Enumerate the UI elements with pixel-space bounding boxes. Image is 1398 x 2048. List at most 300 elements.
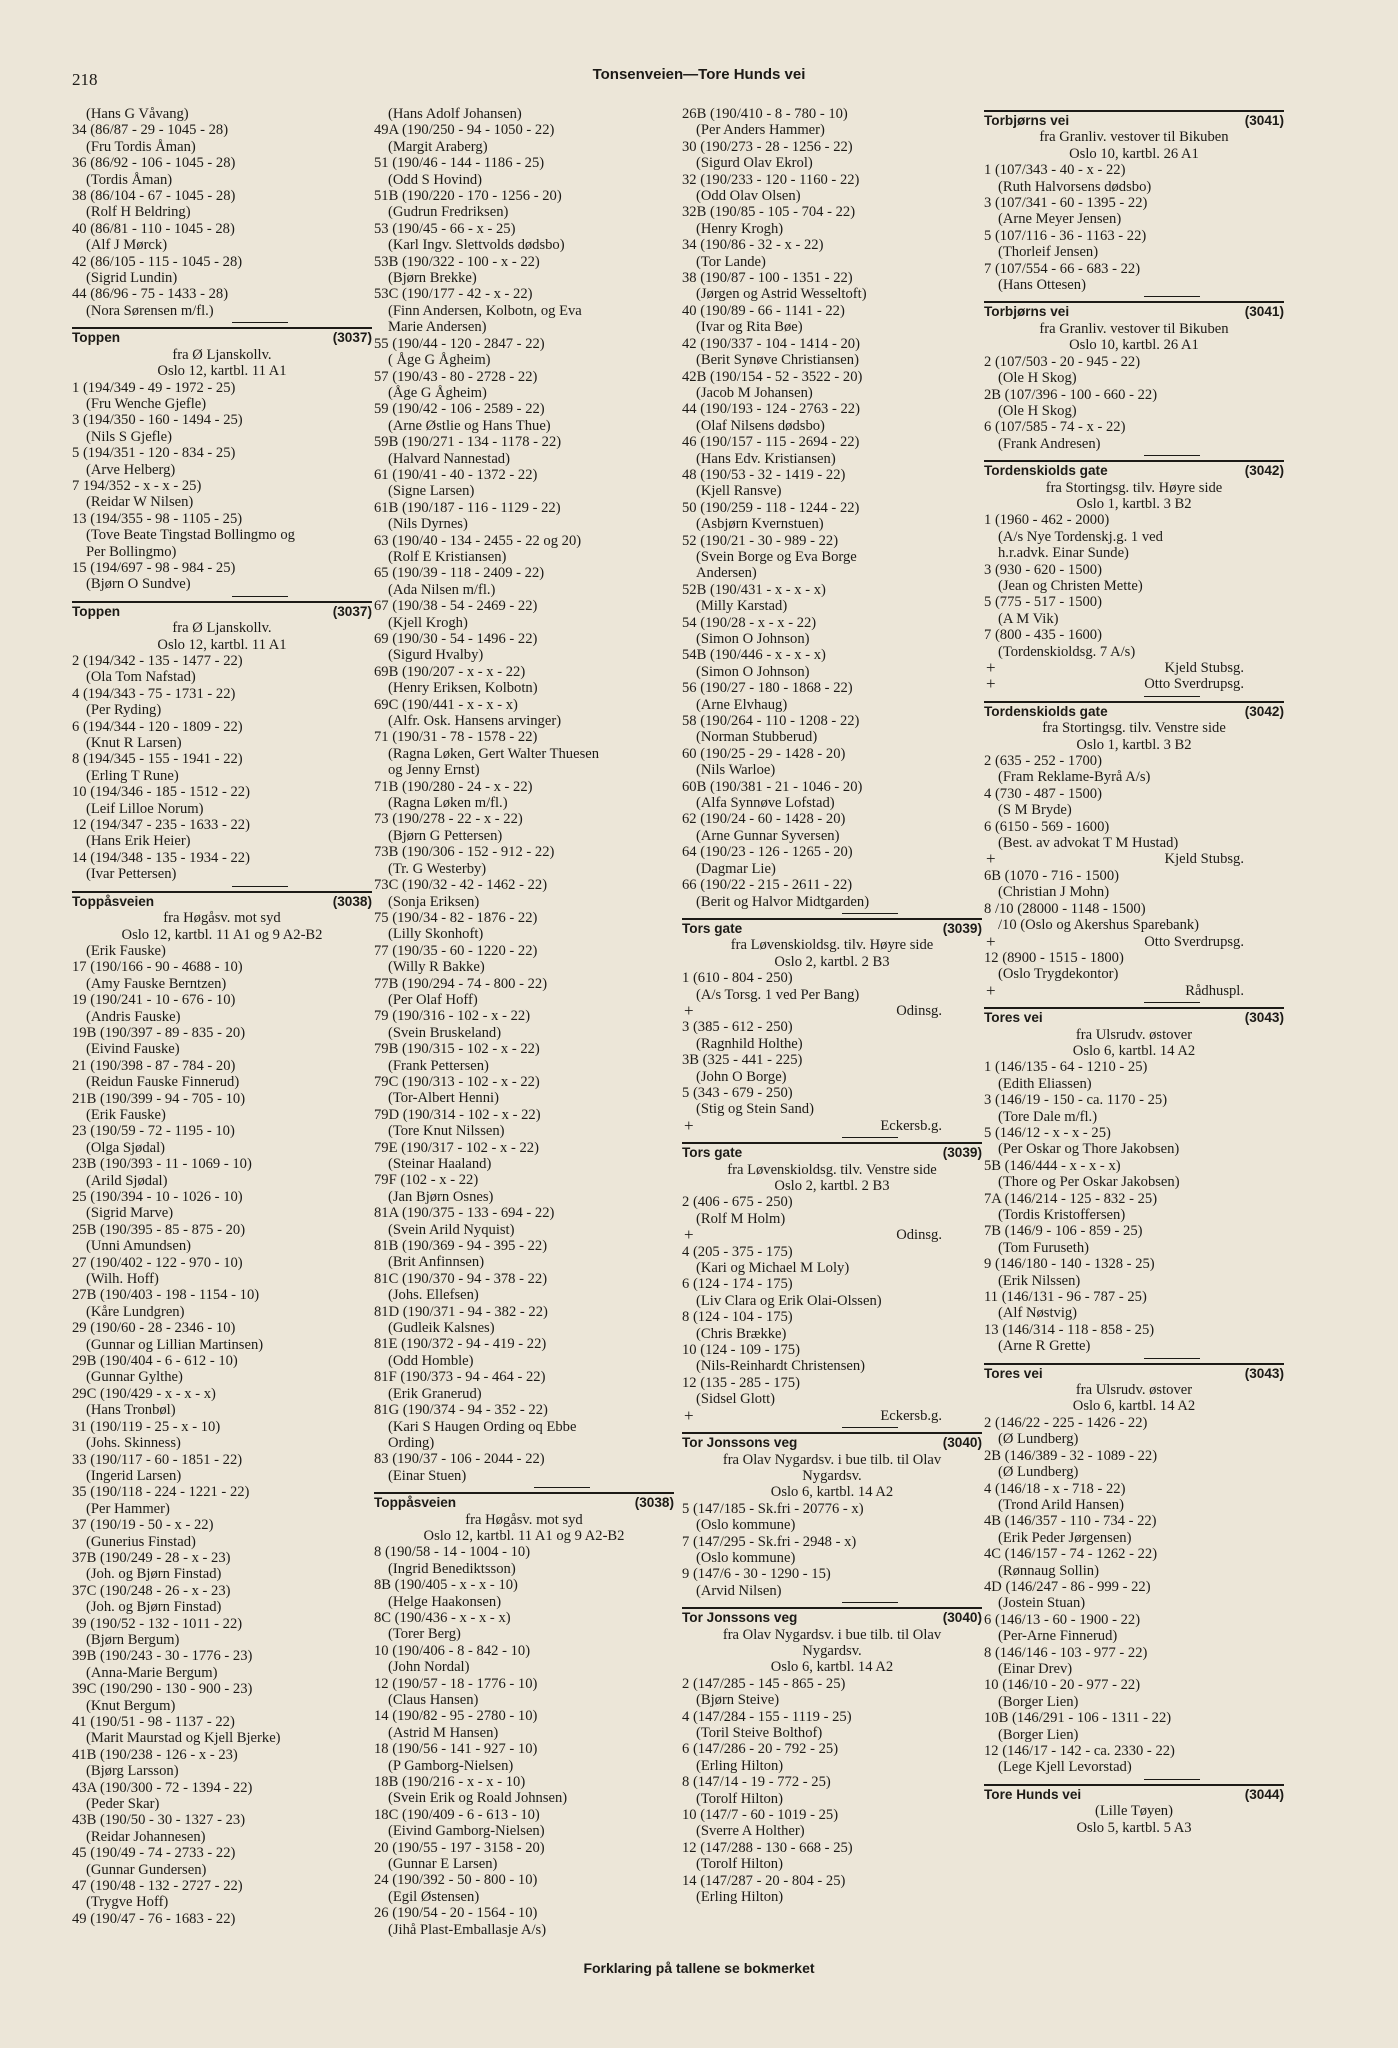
property-entry: 26 (190/54 - 20 - 1564 - 10) (374, 1905, 538, 1922)
property-entry: 49 (190/47 - 76 - 1683 - 22) (72, 1910, 236, 1927)
property-entry: 3 (930 - 620 - 1500) (984, 561, 1102, 578)
property-entry: 10B (146/291 - 106 - 1311 - 22) (984, 1710, 1172, 1727)
owner-name: (Kjell Krogh) (388, 614, 468, 631)
property-entry: 46 (190/157 - 115 - 2694 - 22) (682, 434, 860, 451)
owner-name: (Borger Lien) (998, 1693, 1079, 1710)
property-entry: 25B (190/395 - 85 - 875 - 20) (72, 1221, 246, 1238)
property-entry: 24 (190/392 - 50 - 800 - 10) (374, 1872, 538, 1889)
property-entry: 81B (190/369 - 94 - 395 - 22) (374, 1238, 548, 1255)
owner-name: (Rolf H Beldring) (86, 204, 191, 221)
owner-name: (Gudrun Fredriksen) (388, 204, 509, 221)
owner-name: (Åge G Ågheim) (388, 384, 487, 401)
owner-name: (Chris Brække) (696, 1325, 787, 1342)
property-entry: 45 (190/49 - 74 - 2733 - 22) (72, 1845, 236, 1862)
owner-name: (Bjørg Larsson) (86, 1763, 179, 1780)
street-description: Oslo 2, kartbl. 2 B3 (774, 953, 890, 970)
owner-name: (Erling T Rune) (86, 767, 179, 784)
property-entry: 43B (190/50 - 30 - 1327 - 23) (72, 1812, 246, 1829)
section-divider (1144, 1779, 1200, 1780)
owner-name: (Sverre A Holther) (696, 1823, 805, 1840)
property-entry: 4 (205 - 375 - 175) (682, 1243, 793, 1260)
property-entry: 60B (190/381 - 21 - 1046 - 20) (682, 778, 863, 795)
owner-name: (Ø Lundberg) (998, 1464, 1079, 1481)
street-description: fra Olav Nygardsv. i bue tilb. til Olav (722, 1626, 942, 1643)
property-entry: 55 (190/44 - 120 - 2847 - 22) (374, 335, 545, 352)
owner-name: (Gunnar Gylthe) (86, 1369, 183, 1386)
property-entry: 77 (190/35 - 60 - 1220 - 22) (374, 942, 538, 959)
owner-name: (Odd Olav Olsen) (696, 188, 801, 205)
property-entry: 17 (190/166 - 90 - 4688 - 10) (72, 959, 243, 976)
owner-name: (Rønnaug Sollin) (998, 1562, 1099, 1579)
property-entry: 12 (194/347 - 235 - 1633 - 22) (72, 817, 250, 834)
property-entry: 59B (190/271 - 134 - 1178 - 22) (374, 434, 562, 451)
owner-name: (Berit og Halvor Midtgarden) (696, 893, 870, 910)
property-entry: 8 (190/58 - 14 - 1004 - 10) (374, 1544, 531, 1561)
street-name: Toppen (72, 330, 121, 346)
property-entry: 59 (190/42 - 106 - 2589 - 22) (374, 401, 545, 418)
crossing-plus-icon: + (986, 658, 996, 677)
property-entry: 27 (190/402 - 122 - 970 - 10) (72, 1254, 243, 1271)
owner-name: (Rolf M Holm) (696, 1210, 786, 1227)
owner-name: (Sigrid Marve) (86, 1205, 174, 1222)
owner-name: (Unni Amundsen) (86, 1238, 191, 1255)
property-entry: 38 (190/87 - 100 - 1351 - 22) (682, 270, 853, 287)
owner-name: ( Åge G Ågheim) (388, 352, 491, 369)
owner-name: (Odd Homble) (388, 1352, 474, 1369)
property-entry: 2 (635 - 252 - 1700) (984, 753, 1102, 770)
property-entry: 77B (190/294 - 74 - 800 - 22) (374, 975, 548, 992)
property-entry: 32B (190/85 - 105 - 704 - 22) (682, 204, 856, 221)
property-entry: 8 (146/146 - 103 - 977 - 22) (984, 1644, 1148, 1661)
street-description: fra Granliv. vestover til Bikuben (1039, 129, 1229, 146)
property-entry: 81F (190/373 - 94 - 464 - 22) (374, 1369, 546, 1386)
street-heading (984, 1784, 1284, 1803)
owner-name: /10 (Oslo og Akershus Sparebank) (998, 917, 1200, 934)
street-description: fra Stortingsg. tilv. Venstre side (1042, 720, 1226, 737)
owner-name: (Edith Eliassen) (998, 1075, 1092, 1092)
street-name: Torbjørns vei (984, 304, 1070, 320)
street-description: Nygardsv. (802, 1642, 862, 1659)
property-entry: 10 (190/406 - 8 - 842 - 10) (374, 1642, 531, 1659)
owner-name: (Reidar Johannesen) (86, 1828, 206, 1845)
property-entry: 19B (190/397 - 89 - 835 - 20) (72, 1024, 246, 1041)
owner-name: (Svein Bruskeland) (388, 1024, 502, 1041)
street-code: (3037) (332, 330, 372, 346)
cross-street (984, 931, 1284, 951)
owner-name: (Gudleik Kalsnes) (388, 1320, 495, 1337)
property-entry: 5 (343 - 679 - 250) (682, 1084, 793, 1101)
property-entry: 12 (135 - 285 - 175) (682, 1374, 800, 1391)
property-entry: 8C (190/436 - x - x - x) (374, 1609, 511, 1626)
owner-name: (Wilh. Hoff) (86, 1271, 159, 1288)
owner-name: (Jan Bjørn Osnes) (388, 1188, 494, 1205)
cross-street-name: Eckersb.g. (880, 1407, 942, 1424)
owner-name: (Tor-Albert Henni) (388, 1090, 499, 1107)
owner-name: (Toril Steive Bolthof) (696, 1725, 823, 1741)
owner-name: (A/s Torsg. 1 ved Per Bang) (696, 986, 860, 1003)
property-entry: 79D (190/314 - 102 - x - 22) (374, 1106, 541, 1123)
street-name: Tor Jonssons veg (682, 1610, 798, 1626)
property-entry: 56 (190/27 - 180 - 1868 - 22) (682, 680, 853, 697)
cross-street (682, 1227, 982, 1243)
owner-name: (Hans Erik Heier) (86, 833, 191, 850)
owner-name: (Johs. Skinness) (86, 1435, 181, 1452)
section-divider (842, 1137, 898, 1138)
property-entry: 61B (190/187 - 116 - 1129 - 22) (374, 499, 561, 516)
property-entry: 7A (146/214 - 125 - 832 - 25) (984, 1190, 1158, 1207)
owner-name: (Arild Sjødal) (86, 1172, 168, 1189)
property-entry: 42 (86/105 - 115 - 1045 - 28) (72, 253, 243, 270)
street-code: (3044) (1244, 1786, 1284, 1802)
property-entry: 81C (190/370 - 94 - 378 - 22) (374, 1270, 548, 1287)
property-entry: 13 (146/314 - 118 - 858 - 25) (984, 1321, 1155, 1338)
street-description: fra Stortingsg. tilv. Høyre side (1045, 479, 1223, 496)
section-divider (1144, 1358, 1200, 1359)
street-heading (984, 460, 1284, 479)
property-entry: 3B (325 - 441 - 225) (682, 1052, 803, 1069)
property-entry: 79C (190/313 - 102 - x - 22) (374, 1073, 540, 1090)
owner-name: (Simon O Johnson) (696, 663, 810, 680)
owner-name: (Trond Arild Hansen) (998, 1496, 1124, 1513)
street-heading (72, 327, 372, 346)
street-description: Oslo 1, kartbl. 3 B2 (1076, 736, 1192, 753)
property-entry: 29C (190/429 - x - x - x) (72, 1385, 216, 1402)
column-2 (374, 106, 674, 1938)
owner-name: (Knut R Larsen) (86, 735, 182, 752)
property-entry: 2 (194/342 - 135 - 1477 - 22) (72, 653, 243, 669)
property-entry: 5B (146/444 - x - x - x) (984, 1157, 1121, 1174)
property-entry: 79E (190/317 - 102 - x - 22) (374, 1139, 539, 1156)
property-entry: 10 (124 - 109 - 175) (682, 1342, 800, 1359)
property-entry: 34 (190/86 - 32 - x - 22) (682, 237, 824, 254)
owner-name: (Finn Andersen, Kolbotn, og Eva (388, 302, 582, 319)
owner-name: (Berit Synøve Christiansen) (696, 352, 859, 369)
owner-name: (John Nordal) (388, 1659, 470, 1676)
owner-name: (Ola Tom Nafstad) (86, 669, 196, 686)
property-entry: 14 (194/348 - 135 - 1934 - 22) (72, 849, 250, 866)
property-entry: 8 (147/14 - 19 - 772 - 25) (682, 1774, 831, 1791)
property-entry: 2 (406 - 675 - 250) (682, 1194, 793, 1211)
property-entry: 53 (190/45 - 66 - x - 25) (374, 220, 516, 237)
column-3 (682, 106, 982, 1905)
crossing-plus-icon: + (986, 931, 996, 951)
street-name: Tores vei (984, 1010, 1043, 1026)
street-heading (682, 918, 982, 937)
property-entry: 47 (190/48 - 132 - 2727 - 22) (72, 1878, 243, 1895)
property-entry: 18C (190/409 - 6 - 613 - 10) (374, 1806, 540, 1823)
owner-name: (Oslo kommune) (696, 1549, 796, 1566)
cross-street (682, 1405, 982, 1425)
owner-name: (Per Oskar og Thore Jakobsen) (998, 1141, 1180, 1158)
property-entry: 6 (194/344 - 120 - 1809 - 22) (72, 718, 243, 735)
street-name: Tors gate (682, 920, 743, 936)
property-entry: 13 (194/355 - 98 - 1105 - 25) (72, 510, 243, 527)
street-heading (682, 1607, 982, 1626)
owner-name: (P Gamborg-Nielsen) (388, 1757, 514, 1774)
property-entry: 6 (124 - 174 - 175) (682, 1276, 793, 1293)
owner-name: (Gunnar Gundersen) (86, 1861, 207, 1878)
owner-name: (Torolf Hilton) (696, 1856, 783, 1873)
owner-name: (Sigrid Lundin) (86, 270, 178, 287)
owner-name: (A/s Nye Tordenskj.g. 1 ved (998, 528, 1163, 545)
street-code: (3039) (942, 1145, 982, 1161)
street-code: (3038) (332, 893, 372, 909)
property-entry: 6 (147/286 - 20 - 792 - 25) (682, 1741, 839, 1758)
property-entry: 2 (107/503 - 20 - 945 - 22) (984, 353, 1141, 370)
property-entry: 6B (1070 - 716 - 1500) (984, 867, 1119, 884)
owner-name: (Stig og Stein Sand) (696, 1101, 814, 1118)
property-entry: 3 (385 - 612 - 250) (682, 1019, 793, 1036)
running-head: Tonsenveien—Tore Hunds vei (592, 66, 806, 83)
street-heading (984, 301, 1284, 320)
owner-name: (Tor Lande) (696, 253, 766, 270)
property-entry: 6 (146/13 - 60 - 1900 - 22) (984, 1611, 1141, 1628)
owner-name: (Marit Maurstad og Kjell Bjerke) (86, 1730, 281, 1747)
owner-name: (Ole H Skog) (998, 370, 1077, 387)
street-code: (3043) (1244, 1365, 1284, 1381)
property-entry: 12 (8900 - 1515 - 1800) (984, 949, 1124, 966)
section-divider (534, 1487, 590, 1488)
section-divider (842, 1602, 898, 1603)
street-heading (984, 1363, 1284, 1382)
owner-name: (Steinar Haaland) (388, 1156, 492, 1172)
owner-name: (Jean og Christen Mette) (998, 577, 1143, 594)
property-entry: 12 (146/17 - 142 - ca. 2330 - 22) (984, 1743, 1175, 1759)
property-entry: 8 (194/345 - 155 - 1941 - 22) (72, 751, 243, 768)
property-entry: 1 (610 - 804 - 250) (682, 970, 793, 987)
owner-name: (John O Borge) (696, 1068, 787, 1085)
owner-name: (Jostein Stuan) (998, 1595, 1086, 1612)
owner-name: (Trygve Hoff) (86, 1894, 169, 1911)
owner-name: (Tordis Kristoffersen) (998, 1207, 1126, 1223)
street-code: (3041) (1244, 113, 1284, 128)
owner-name: (Ada Nilsen m/fl.) (388, 581, 496, 598)
property-entry: 71B (190/280 - 24 - x - 22) (374, 778, 533, 795)
property-entry: 81E (190/372 - 94 - 419 - 22) (374, 1336, 547, 1353)
street-name: Toppen (72, 603, 121, 619)
owner-name: (Erik Nilssen) (998, 1272, 1081, 1289)
property-entry: 69 (190/30 - 54 - 1496 - 22) (374, 631, 538, 647)
property-entry: 10 (146/10 - 20 - 977 - 22) (984, 1677, 1141, 1694)
owner-name: (Oslo kommune) (696, 1517, 796, 1534)
owner-name: (Jacob M Johansen) (696, 384, 813, 401)
property-entry: 44 (190/193 - 124 - 2763 - 22) (682, 401, 860, 418)
section-divider (232, 322, 288, 323)
street-heading (682, 1142, 982, 1161)
property-entry: 52B (190/431 - x - x - x) (682, 581, 826, 598)
owner-name: (Joh. og Bjørn Finstad) (86, 1599, 222, 1616)
owner-name: (Arne Elvhaug) (696, 696, 788, 713)
owner-name: (Lilly Skonhoft) (388, 926, 484, 943)
property-entry: 15 (194/697 - 98 - 984 - 25) (72, 559, 236, 576)
property-entry: 25 (190/394 - 10 - 1026 - 10) (72, 1189, 243, 1205)
owner-name: (Arve Helberg) (86, 461, 176, 478)
owner-name: (Eivind Fauske) (86, 1041, 180, 1058)
owner-name: (A M Vik) (998, 610, 1059, 627)
street-description: fra Ø Ljanskollv. (172, 346, 272, 363)
owner-name: (Claus Hansen) (388, 1692, 479, 1708)
property-entry: 35 (190/118 - 224 - 1221 - 22) (72, 1484, 250, 1501)
owner-name: (Tordenskioldsg. 7 A/s) (998, 643, 1136, 660)
property-entry: 53B (190/322 - 100 - x - 22) (374, 253, 540, 270)
street-description: fra Olav Nygardsv. i bue tilb. til Olav (722, 1451, 942, 1468)
owner-name: (Fram Reklame-Byrå A/s) (998, 769, 1151, 786)
section-divider (232, 596, 288, 597)
street-heading (984, 701, 1284, 720)
street-description: fra Løvenskioldsg. tilv. Venstre side (727, 1161, 937, 1178)
property-entry: 2B (146/389 - 32 - 1089 - 22) (984, 1447, 1158, 1464)
street-description: fra Høgåsv. mot syd (163, 910, 281, 927)
owner-name: (Sigurd Hvalby) (388, 647, 484, 664)
street-description: fra Høgåsv. mot syd (465, 1511, 583, 1528)
owner-name: Marie Andersen) (388, 319, 487, 336)
street-name: Tores vei (984, 1365, 1043, 1381)
owner-name: (Liv Clara og Erik Olai-Olssen) (696, 1292, 882, 1309)
owner-name: (Erik Peder Jørgensen) (998, 1529, 1132, 1546)
street-description: fra Løvenskioldsg. tilv. Høyre side (730, 937, 934, 954)
property-entry: 39 (190/52 - 132 - 1011 - 22) (72, 1615, 243, 1632)
property-entry: 2B (107/396 - 100 - 660 - 22) (984, 386, 1158, 403)
owner-name: (Dagmar Lie) (696, 860, 776, 877)
property-entry: 21B (190/399 - 94 - 705 - 10) (72, 1090, 246, 1107)
property-entry: 18 (190/56 - 141 - 927 - 10) (374, 1741, 538, 1758)
cross-street (984, 851, 1284, 867)
property-entry: 81G (190/374 - 94 - 352 - 22) (374, 1402, 548, 1419)
owner-name: (Arne Østlie og Hans Thue) (388, 417, 551, 434)
owner-name: (Reidun Fauske Finnerud) (86, 1074, 240, 1091)
street-name: Tors gate (682, 1145, 743, 1161)
property-entry: 7 (800 - 435 - 1600) (984, 627, 1102, 644)
street-description: fra Ulsrudv. østover (1075, 1026, 1193, 1043)
owner-name: (Amy Fauske Berntzen) (86, 975, 227, 992)
property-entry: 39B (190/243 - 30 - 1776 - 23) (72, 1648, 253, 1665)
owner-name: Ording) (388, 1434, 435, 1451)
property-entry: 57 (190/43 - 80 - 2728 - 22) (374, 368, 538, 385)
property-entry: 65 (190/39 - 118 - 2409 - 22) (374, 565, 545, 582)
owner-name: (Astrid M Hansen) (388, 1724, 499, 1741)
owner-name: h.r.advk. Einar Sunde) (998, 545, 1129, 562)
section-divider (232, 886, 288, 887)
owner-name: (Ole H Skog) (998, 402, 1077, 419)
property-entry: 4C (146/157 - 74 - 1262 - 22) (984, 1546, 1158, 1563)
crossing-plus-icon: + (684, 1000, 694, 1020)
property-entry: 39C (190/290 - 130 - 900 - 23) (72, 1681, 253, 1698)
property-entry: 38 (86/104 - 67 - 1045 - 28) (72, 188, 236, 205)
property-entry: 4 (194/343 - 75 - 1731 - 22) (72, 685, 236, 702)
owner-name: (Kjell Ransve) (696, 483, 782, 500)
owner-name: (Nils S Gjefle) (86, 428, 172, 445)
street-description: fra Granliv. vestover til Bikuben (1039, 320, 1229, 337)
property-entry: 30 (190/273 - 28 - 1256 - 22) (682, 138, 853, 155)
street-description: Oslo 1, kartbl. 3 B2 (1076, 495, 1192, 512)
owner-name: (Per-Arne Finnerud) (998, 1628, 1118, 1645)
property-entry: 48 (190/53 - 32 - 1419 - 22) (682, 466, 846, 483)
property-entry: 31 (190/119 - 25 - x - 10) (72, 1418, 221, 1435)
property-entry: 23 (190/59 - 72 - 1195 - 10) (72, 1123, 235, 1140)
section-divider (1144, 1002, 1200, 1003)
property-entry: 81A (190/375 - 133 - 694 - 22) (374, 1205, 555, 1222)
cross-street (682, 1000, 982, 1020)
property-entry: 7B (146/9 - 106 - 859 - 25) (984, 1223, 1143, 1240)
owner-name: (Svein Arild Nyquist) (388, 1221, 515, 1238)
owner-name: (Erik Granerud) (388, 1385, 482, 1402)
property-entry: 5 (147/185 - Sk.fri - 20776 - x) (682, 1500, 864, 1517)
cross-street (984, 676, 1284, 692)
owner-name: (Arne Gunnar Syversen) (696, 827, 840, 844)
owner-name: Per Bollingmo) (86, 543, 177, 560)
street-heading (72, 601, 372, 620)
property-entry: 40 (190/89 - 66 - 1141 - 22) (682, 302, 845, 319)
owner-name: (Fru Tordis Åman) (86, 138, 196, 155)
owner-name: (Tore Dale m/fl.) (998, 1108, 1098, 1125)
cross-street-name: Odinsg. (896, 1002, 942, 1019)
property-entry: 4D (146/247 - 86 - 999 - 22) (984, 1578, 1151, 1595)
owner-name: (Peder Skar) (86, 1796, 160, 1813)
owner-name: (Bjørn Bergum) (86, 1631, 180, 1648)
property-entry: 67 (190/38 - 54 - 2469 - 22) (374, 598, 538, 615)
owner-name: (Tove Beate Tingstad Bollingmo og (86, 527, 295, 544)
owner-name: (Kari S Haugen Ording oq Ebbe (388, 1418, 577, 1435)
cross-street-name: Kjeld Stubsg. (1164, 660, 1244, 676)
owner-name: (Ragnhild Holthe) (696, 1035, 803, 1052)
owner-name: (Einar Drev) (998, 1660, 1073, 1677)
owner-name: (Bjørn G Pettersen) (388, 827, 503, 844)
property-entry: 54 (190/28 - x - x - 22) (682, 614, 817, 631)
property-entry: 20 (190/55 - 197 - 3158 - 20) (374, 1839, 545, 1856)
property-entry: 3 (107/341 - 60 - 1395 - 22) (984, 195, 1148, 212)
property-entry: 2 (146/22 - 225 - 1426 - 22) (984, 1414, 1148, 1431)
property-entry: 62 (190/24 - 60 - 1428 - 20) (682, 811, 846, 828)
owner-name: (Andris Fauske) (86, 1008, 181, 1025)
owner-name: (Ivar og Rita Bøe) (696, 319, 803, 336)
property-entry: 79B (190/315 - 102 - x - 22) (374, 1041, 540, 1058)
cross-street (984, 980, 1284, 1000)
owner-name: (Alfa Synnøve Lofstad) (696, 795, 835, 812)
property-entry: 34 (86/87 - 29 - 1045 - 28) (72, 122, 229, 139)
section-divider (1144, 455, 1200, 456)
owner-name: (Gunerius Finstad) (86, 1533, 196, 1550)
property-entry: 36 (86/92 - 106 - 1045 - 28) (72, 155, 236, 172)
property-entry: 33 (190/117 - 60 - 1851 - 22) (72, 1451, 243, 1468)
owner-name: (Milly Karstad) (696, 598, 788, 615)
property-entry: 1 (1960 - 462 - 2000) (984, 512, 1110, 529)
owner-name: (Oslo Trygdekontor) (998, 966, 1119, 983)
owner-name: (Ruth Halvorsens dødsbo) (998, 178, 1152, 195)
property-entry: 1 (194/349 - 49 - 1972 - 25) (72, 379, 236, 396)
property-entry: 40 (86/81 - 110 - 1045 - 28) (72, 220, 235, 237)
street-code: (3043) (1244, 1010, 1284, 1026)
property-entry: 32 (190/233 - 120 - 1160 - 22) (682, 171, 860, 188)
property-entry: 37C (190/248 - 26 - x - 23) (72, 1582, 231, 1599)
street-heading (374, 1492, 674, 1511)
property-entry: 37B (190/249 - 28 - x - 23) (72, 1549, 231, 1566)
owner-name: (Hans Tronbøl) (86, 1402, 176, 1419)
street-name: Tordenskiolds gate (984, 703, 1108, 719)
property-entry: 51B (190/220 - 170 - 1256 - 20) (374, 188, 562, 205)
cross-street-name: Rådhuspl. (1185, 982, 1244, 999)
street-name: Tore Hunds vei (984, 1786, 1082, 1802)
street-description: Oslo 12, kartbl. 11 A1 og 9 A2-B2 (423, 1527, 625, 1544)
owner-name: (Per Hammer) (86, 1500, 170, 1517)
owner-name: (Per Ryding) (86, 702, 162, 719)
cross-street-name: Odinsg. (896, 1227, 942, 1244)
owner-name: (Best. av advokat T M Hustad) (998, 835, 1179, 852)
property-entry: 83 (190/37 - 106 - 2044 - 22) (374, 1451, 545, 1468)
property-entry: 18B (190/216 - x - x - 10) (374, 1774, 526, 1791)
property-entry: 81D (190/371 - 94 - 382 - 22) (374, 1303, 548, 1320)
property-entry: 60 (190/25 - 29 - 1428 - 20) (682, 745, 846, 762)
owner-name: (Henry Eriksen, Kolbotn) (388, 680, 538, 697)
